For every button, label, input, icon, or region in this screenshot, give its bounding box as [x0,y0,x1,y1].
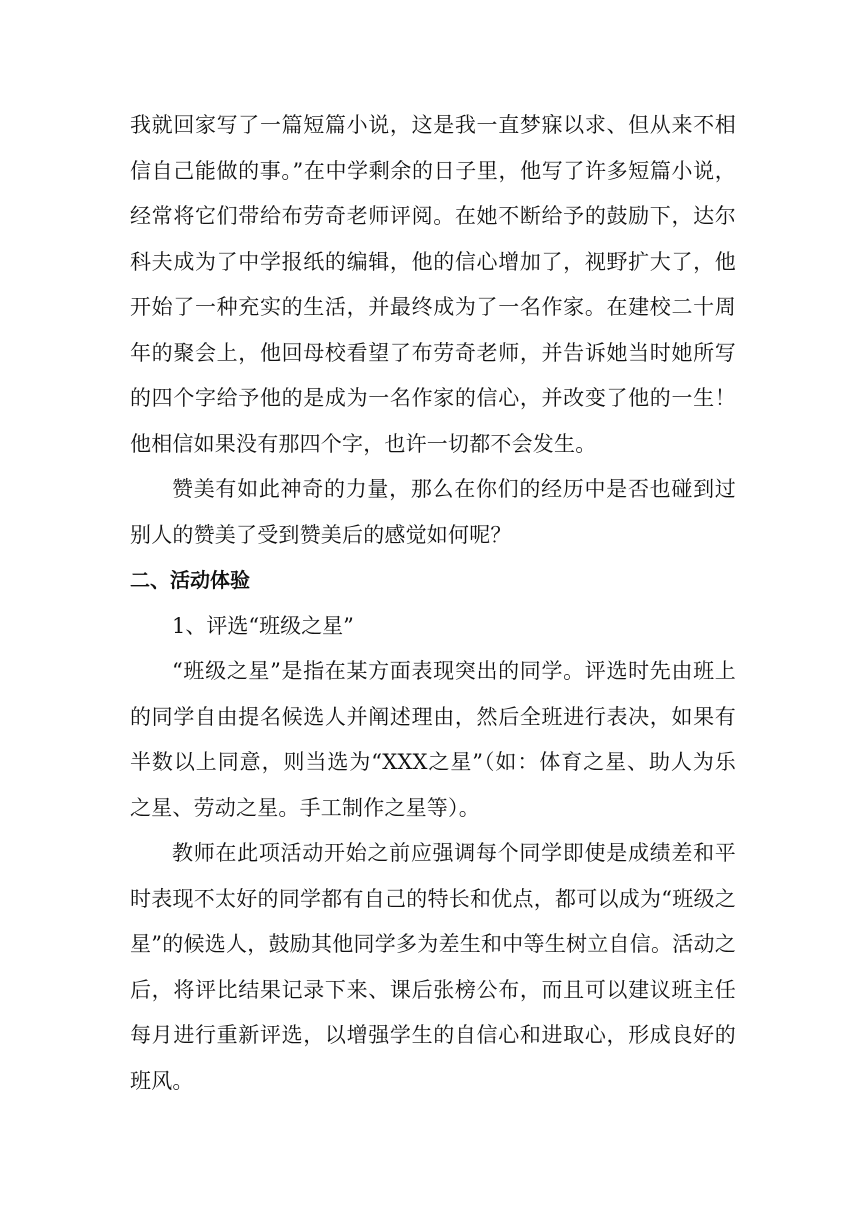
activity-subheading: 1、评选“班级之星” [172,613,354,638]
teacher-guidance-paragraph: 教师在此项活动开始之前应强调每个同学即使是成绩差和平时表现不太好的同学都有自己的特长和优点，都可以成为“班级之星”的候选人，鼓励其他同学多为差生和中等生树立自信。活动之后，将评比结果记录下来、课后张榜公布，而且可以建议班主任每月进行重新评选，以增强学生的自信心和进取心，形成良好的班风。 [130,841,736,1093]
section-heading: 二、活动体验 [130,568,250,592]
class-star-definition-paragraph: “班级之星”是指在某方面表现突出的同学。评选时先由班上的同学自由提名候选人并阐述理由，然后全班进行表决，如果有半数以上同意，则当选为“XXX之星”（如：体育之星、助人为乐之星、劳动之星。手工制作之星等）。 [130,659,736,820]
praise-question-paragraph: 赞美有如此神奇的力量，那么在你们的经历中是否也碰到过别人的赞美了受到赞美后的感觉如何呢？ [130,477,736,547]
story-paragraph: 我就回家写了一篇短篇小说，这是我一直梦寐以求、但从来不相信自己能做的事。”在中学剩余的日子里，他写了许多短篇小说，经常将它们带给布劳奇老师评阅。在她不断给予的鼓励下，达尔科夫成为了中学报纸的编辑，他的信心增加了，视野扩大了，他开始了一种充实的生活，并最终成为了一名作家。在建校二十周年的聚会上，他回母校看望了布劳奇老师，并告诉她当时她所写的四个字给予他的是成为一名作家的信心，并改变了他的一生！他相信如果没有那四个字，也许一切都不会发生。 [130,113,736,456]
document-body [130,103,736,1104]
